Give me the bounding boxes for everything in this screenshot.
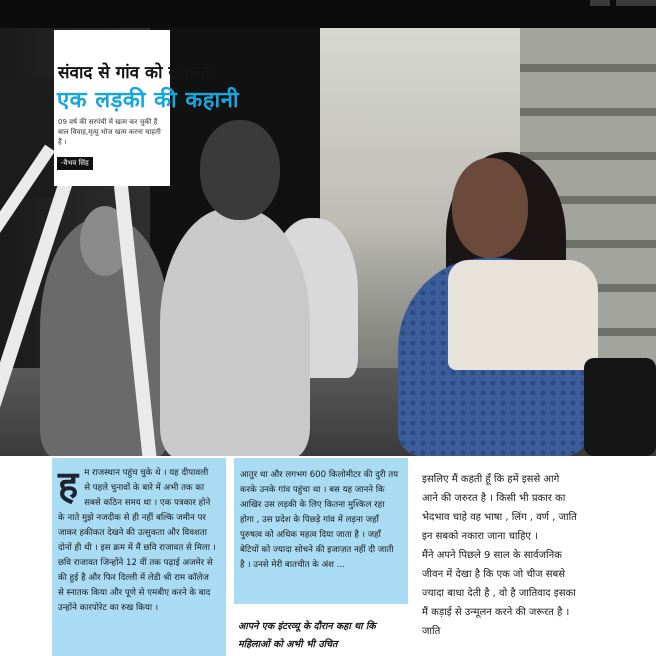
column-1-text: म राजस्थान पहुंच चुके थे । यह दीपावली से पहले चुनावों के बारे में अभी तक का सबसे कठिन समय था । एक पत्रकार होने के नाते मुझे नजदीक से ही नहीं बल्कि जमीन पर जाकर हकीकत देखने की उत्सुकता और विवशता दोनों ही थी । इस क्रम में मैं छवि राजावत से मिला । छवि राजावत जिन्होंने 12 वीं तक पढ़ाई अजमेर से की हुई है और फिर दिल्ली में लेडी श्री राम कॉलेज से स्नातक किया और पूणे से एमबीए करने के बाद उन्होंने कारपोरेट का रुख किया । [58,468,216,613]
article-column-3 [416,466,582,656]
article-column-2 [234,458,408,604]
deck-text: 09 वर्ष की सरपंची में खत्म कर चुकी हैं बाल विवाह,मृत्यु भोज खत्म करना चाहती हैं । [58,118,161,146]
headline-line-1: संवाद से गांव को संवारती [58,63,215,83]
column-3-paragraph-1: इसलिए मैं कहती हूँ कि हमें इससे आगे आने की जरुरत है । किसी भी प्रकार का भेदभाव चाहे वह भाषा , लिंग , वर्ण , जाति इन सबको नकारा जाना चाहिए । [422,474,577,542]
drop-cap: ह [58,463,79,507]
top-bar-segment [590,0,610,6]
woman-scarf [448,260,598,370]
column-3-paragraph-2: मैंने अपने पिछले 9 साल के सार्वजनिक जीवन में देखा है कि एक जो चीज सबसे ज्यादा बाधा देती है , वो है जातिवाद इसका मैं कड़ाई से उन्मूलन करने की जरूरत है । जाति [422,550,576,637]
article-column-1 [52,458,226,656]
top-bar-segment [616,0,656,6]
interview-question: आपने एक इंटरव्यू के दौरान कहा था कि महिलाओं को अभी भी उचित [238,621,376,650]
top-bar [0,0,656,28]
camera-bag [584,358,656,456]
woman-head [452,158,528,258]
byline: -वैभव सिंह [57,157,93,170]
young-man-figure [160,208,310,456]
young-man-head [200,120,280,220]
column-2-text: आतुर था और लगभग 600 किलोमीटर की दुरी तय करके उनके गांव पहुंचा था । बस यह जानने कि आखिर उस लड़की के लिए कितना मुश्किल रहा होगा , उस प्रदेश के पिछड़े गांव में लड़ना जहाँ पुरुषत्व को अधिक महत्व दिया जाता है । जहाँ बेटियों को ज्यादा सोचने की इजाज़त नहीं दी जाती है । उनसे मेरी बातचीत के अंश ... [240,470,399,570]
headline-line-2: एक लड़की की कहानी [57,88,240,113]
